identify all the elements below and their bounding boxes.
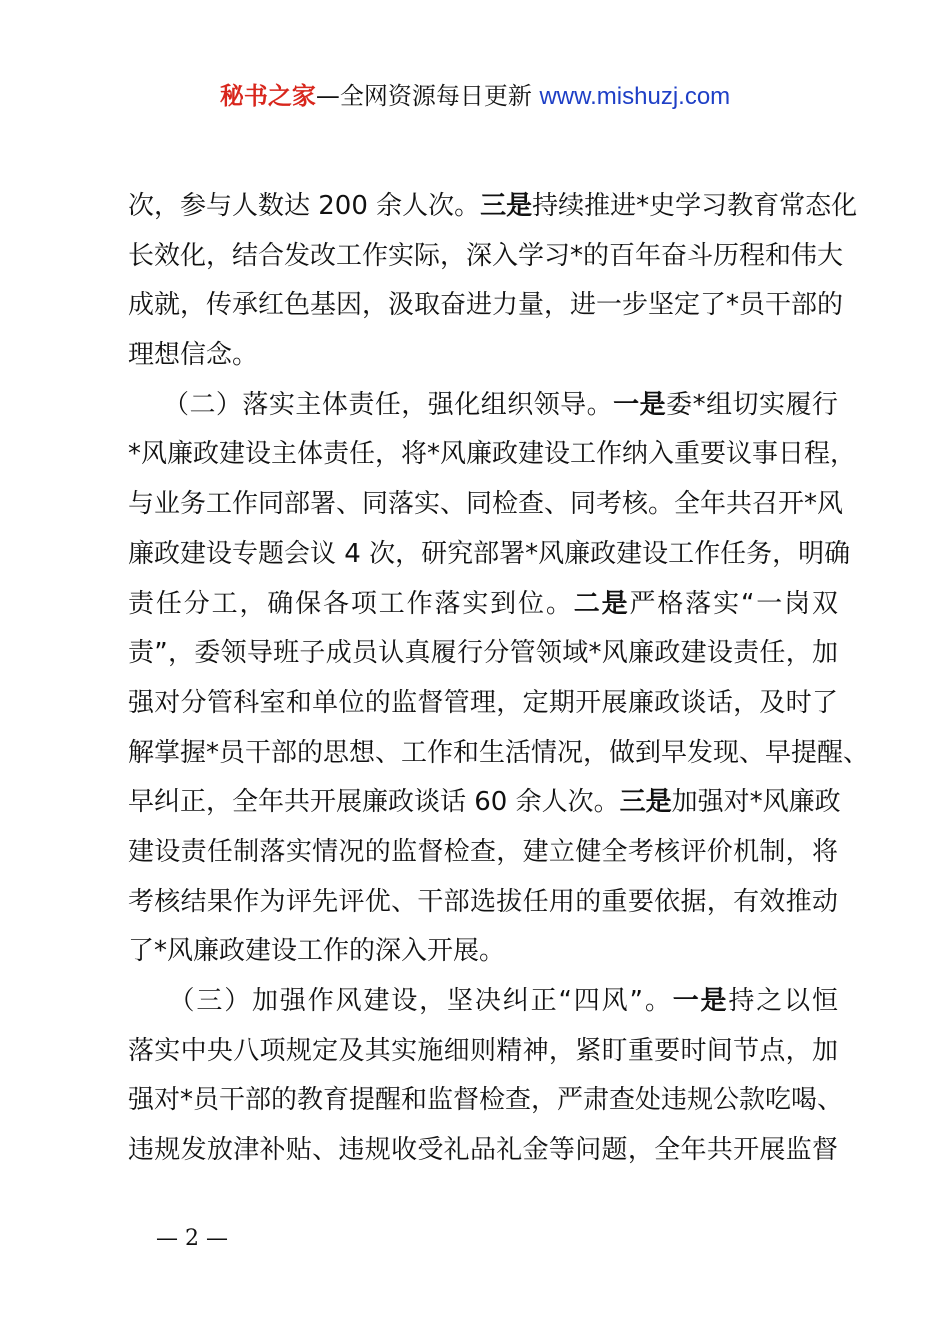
paragraph-line: 与业务工作同部署、同落实、同检查、同考核。全年共召开*风 xyxy=(128,489,844,520)
paragraph-line: 了*风廉政建设工作的深入开展。 xyxy=(128,936,506,967)
site-header xyxy=(0,80,950,113)
brand-name: 秘书之家 xyxy=(219,82,316,110)
header-tagline: —全网资源每日更新 xyxy=(315,82,540,110)
paragraph-line: *风廉政建设主体责任，将*风廉政建设工作纳入重要议事日程， xyxy=(128,439,857,470)
section-heading-line: （三）加强作风建设，坚决纠正“四风”。一是持之以恒 xyxy=(128,986,838,1016)
paragraph-line: 强对*员干部的教育提醒和监督检查，严肃查处违规公款吃喝、 xyxy=(128,1085,844,1116)
section-heading-line: （二）落实主体责任，强化组织领导。一是委*组切实履行 xyxy=(128,389,838,420)
paragraph-line: 成就，传承红色基因，汲取奋进力量，进一步坚定了*员干部的 xyxy=(128,290,844,321)
paragraph-line: 次，参与人数达 200 余人次。三是持续推进*史学习教育常态化 xyxy=(128,191,858,221)
paragraph-line: 廉政建设专题会议 4 次，研究部署*风廉政建设工作任务，明确 xyxy=(128,538,851,569)
paragraph-line: 责任分工，确保各项工作落实到位。二是严格落实“一岗双 xyxy=(128,588,838,619)
paragraph-line: 早纠正，全年共开展廉政谈话 60 余人次。三是加强对*风廉政 xyxy=(128,787,841,818)
paragraph-line: 解掌握*员干部的思想、工作和生活情况，做到早发现、早提醒、 xyxy=(128,737,870,768)
site-url[interactable]: www.mishuzj.com xyxy=(539,83,731,110)
paragraph-line: 理想信念。 xyxy=(128,340,259,371)
paragraph-line: 落实中央八项规定及其实施细则精神，紧盯重要时间节点，加 xyxy=(128,1035,838,1066)
paragraph-line: 违规发放津补贴、违规收受礼品礼金等问题，全年共开展监督 xyxy=(128,1135,838,1166)
paragraph-line: 长效化，结合发改工作实际，深入学习*的百年奋斗历程和伟大 xyxy=(128,240,844,271)
document-body xyxy=(128,182,870,1176)
paragraph-line: 建设责任制落实情况的监督检查，建立健全考核评价机制，将 xyxy=(128,836,838,867)
paragraph-line: 考核结果作为评先评优、干部选拔任用的重要依据，有效推动 xyxy=(128,886,838,917)
paragraph-line: 责”，委领导班子成员认真履行分管领域*风廉政建设责任，加 xyxy=(128,638,838,669)
page-number: — 2 — xyxy=(156,1226,228,1251)
paragraph-line: 强对分管科室和单位的监督管理，定期开展廉政谈话，及时了 xyxy=(128,687,838,718)
